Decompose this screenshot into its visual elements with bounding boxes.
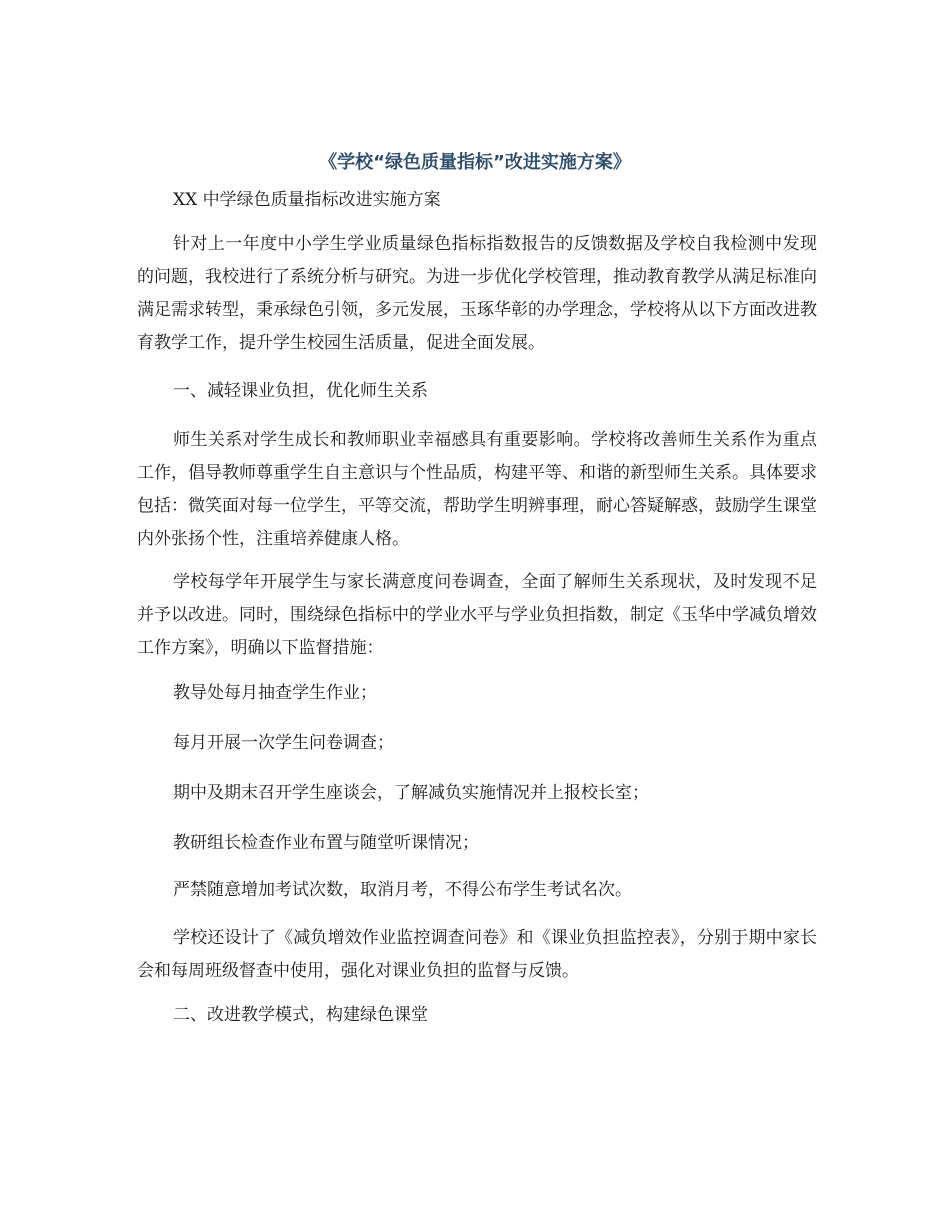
measure-item: 期中及期末召开学生座谈会，了解减负实施情况并上报校长室；	[173, 783, 649, 803]
section-2-heading: 二、改进教学模式，构建绿色课堂	[173, 1005, 428, 1025]
section-1-paragraph-3: 学校还设计了《减负增效作业监控调查问卷》和《课业负担监控表》，分别于期中家长会和每周班级督查中使用，强化对课业负担的监督与反馈。	[137, 928, 817, 981]
section-1-paragraph-2: 学校每学年开展学生与家长满意度问卷调查，全面了解师生关系现状，及时发现不足并予以改进。同时，围绕绿色指标中的学业水平与学业负担指数，制定《玉华中学减负增效工作方案》，明确以下监督措施：	[137, 572, 817, 658]
measure-item: 每月开展一次学生问卷调查；	[173, 733, 394, 753]
section-1-heading: 一、减轻课业负担，优化师生关系	[173, 381, 428, 401]
document-title: 《学校“绿色质量指标”改进实施方案》	[319, 152, 631, 173]
measure-item: 严禁随意增加考试次数，取消月考，不得公布学生考试名次。	[173, 880, 632, 900]
document-subtitle: XX 中学绿色质量指标改进实施方案	[173, 190, 441, 210]
section-1-paragraph-1: 师生关系对学生成长和教师职业幸福感具有重要影响。学校将改善师生关系作为重点工作，倡导教师尊重学生自主意识与个性品质，构建平等、和谐的新型师生关系。具体要求包括：微笑面对每一位学生，平等交流，帮助学生明辨事理，耐心答疑解惑，鼓励学生课堂内外张扬个性，注重培养健康人格。	[137, 430, 817, 549]
measure-item: 教导处每月抽查学生作业；	[173, 683, 377, 703]
measure-item: 教研组长检查作业布置与随堂听课情况；	[173, 833, 479, 853]
intro-paragraph: 针对上一年度中小学生学业质量绿色指标指数报告的反馈数据及学校自我检测中发现的问题，我校进行了系统分析与研究。为进一步优化学校管理，推动教育教学从满足标准向满足需求转型，秉承绿色引领，多元发展，玉琢华彰的办学理念，学校将从以下方面改进教育教学工作，提升学生校园生活质量，促进全面发展。	[137, 234, 817, 353]
